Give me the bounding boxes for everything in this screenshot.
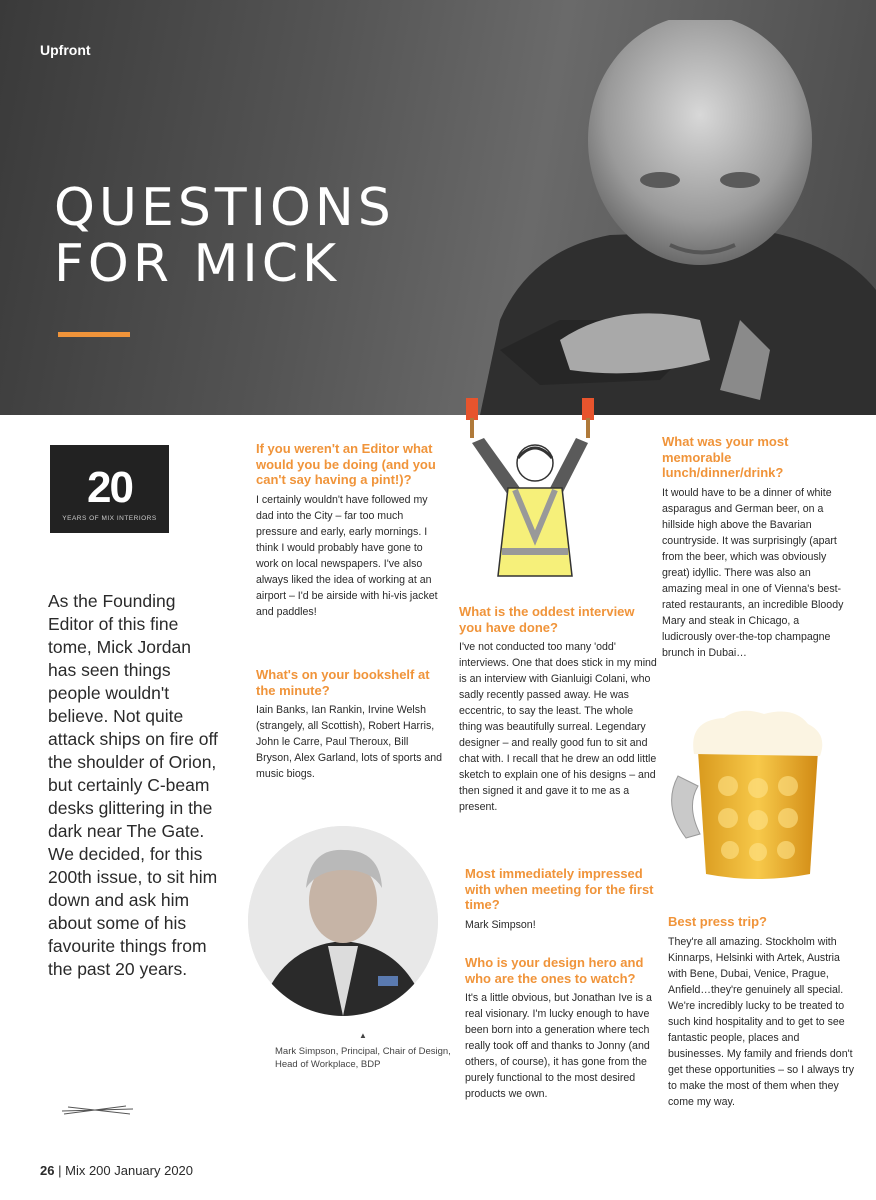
beer-mug-photo <box>668 706 834 884</box>
question-heading: What was your most memorable lunch/dinner/drink? <box>662 434 789 480</box>
title-line-2: FOR MICK <box>54 234 341 294</box>
anniversary-logo <box>50 445 169 533</box>
answer-text: Mark Simpson! <box>465 918 536 931</box>
question-block-memorable-meal <box>662 434 852 661</box>
answer-text: It's a little obvious, but Jonathan Ive is a real visionary. I'm lucky enough to have been born into a generation where tech really took off and thanks to Jonny (and others, of course), it has gone from the purely functional to the most desired products we own. <box>465 992 652 1100</box>
page-number: 26 <box>40 1163 55 1178</box>
question-heading: What is the oddest interview you have done? <box>459 604 635 635</box>
question-heading: Most immediately impressed with when meeting for the first time? <box>465 866 654 912</box>
mark-simpson-illustration <box>248 826 438 1016</box>
answer-text: Iain Banks, Ian Rankin, Irvine Welsh (strangely, all Scottish), Robert Harris, John le Carre, Paul Theroux, Bill Bryson, Alex Garland, lots of sports and music biogs. <box>256 704 443 780</box>
mick-portrait-photo <box>440 20 876 415</box>
answer-text: It would have to be a dinner of white asparagus and German beer, on a hillside high above the Bavarian countryside. It was surprisingly (apart from the beer, which was obviously great) idyllic. There was also an amazing meal in one of Vienna's best-rated restaurants, an incredible Bloody Mary and steak in Chicago, a ludicrously over-the-top champagne brunch in Dubai… <box>662 486 844 659</box>
section-label: Upfront <box>40 42 91 58</box>
question-block-oddest-interview <box>459 604 657 815</box>
question-block-press-trip <box>668 914 858 1110</box>
logo-number: 20 <box>87 463 132 512</box>
title-line-1: QUESTIONS <box>54 178 395 238</box>
question-heading: Best press trip? <box>668 914 767 929</box>
photo-caption: Mark Simpson, Principal, Chair of Design, Head of Workplace, BDP <box>275 1046 451 1070</box>
question-block-impressed <box>465 866 655 933</box>
mark-simpson-photo <box>248 826 438 1016</box>
issue-label: Mix 200 January 2020 <box>65 1163 194 1178</box>
intro-paragraph: As the Founding Editor of this fine tome, Mick Jordan has seen things people wouldn't believe. Not quite attack ships on fire off the shoulder of Orion, but certainly C-beam desks glittering in the dark near The Gate. We decided, for this 200th issue, to sit him down and ask him about some of his favourite things from the past 20 years. <box>48 591 218 979</box>
answer-text: They're all amazing. Stockholm with Kinnarps, Helsinki with Artek, Austria with Bene, Dubai, Venice, Prague, Anfield…they're genuinely all special. We're incredibly lucky to be treated to such kind hospitality and to get to see fantastic people, places and businesses. My family and friends don't get these opportunities – so I always try to make the most of them when they come my way. <box>668 935 855 1108</box>
page-title <box>54 180 395 292</box>
answer-text: I've not conducted too many 'odd' interviews. One that does stick in my mind is an interview with Gianluigi Colani, who sadly recently passed away. He was eccentric, to say the least. The whole thing was beautifully surreal. Legendary designer – and really good fun to sit and chat with. I recall that he drew an odd little sketch to explain one of his designs – and then signed it and gave it to me as a present. <box>459 641 657 813</box>
caption-arrow: ▲ <box>359 1031 367 1040</box>
page-footer <box>40 1163 193 1178</box>
question-block-editor <box>256 441 446 620</box>
hero-banner <box>0 0 876 415</box>
question-block-bookshelf <box>256 667 446 782</box>
accent-rule <box>58 332 130 337</box>
question-heading: If you weren't an Editor what would you be doing (and you can't say having a pint!)? <box>256 441 436 487</box>
footer-separator: | <box>58 1163 62 1178</box>
question-heading: Who is your design hero and who are the ones to watch? <box>465 955 644 986</box>
question-block-design-hero <box>465 955 657 1102</box>
answer-text: I certainly wouldn't have followed my dad into the City – far too much pressure and early, early mornings. I think I would probably have gone to work on local newspapers. I've also always liked the idea of working at an airport – I'd be airside with hi-vis jacket and paddles! <box>256 493 438 618</box>
hi-vis-worker-illustration <box>460 398 610 578</box>
logo-tagline: YEARS OF MIX INTERIORS <box>62 515 157 522</box>
question-heading: What's on your bookshelf at the minute? <box>256 667 430 698</box>
divider-scribble <box>60 1104 135 1118</box>
